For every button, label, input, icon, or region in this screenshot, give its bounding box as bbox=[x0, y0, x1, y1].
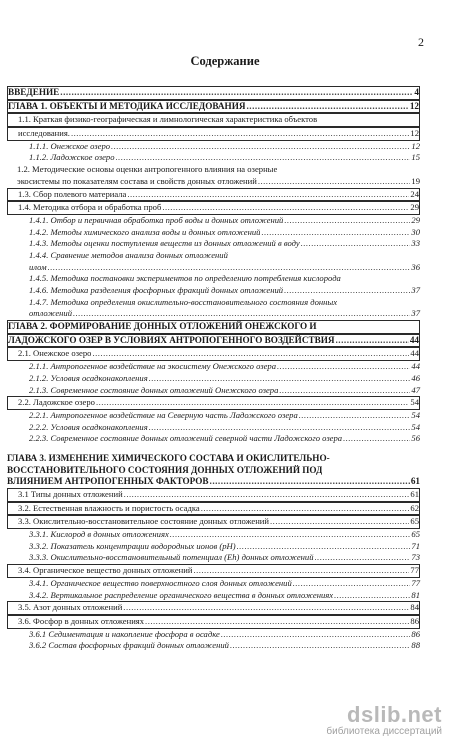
toc-entry[interactable] bbox=[7, 164, 420, 176]
toc-entry-text: ВЛИЯНИЕМ АНТРОПОГЕННЫХ ФАКТОРОВ bbox=[7, 476, 209, 487]
toc-page-number: 54 bbox=[411, 421, 420, 432]
toc-entry[interactable] bbox=[7, 215, 420, 227]
toc-page-number: 44 bbox=[409, 334, 419, 345]
toc-leader-dots bbox=[48, 262, 411, 274]
toc-entry[interactable] bbox=[7, 141, 420, 153]
toc-leader-dots bbox=[60, 87, 413, 99]
toc-entry-text: 1.4. Методика отбора и обработка проб bbox=[18, 202, 162, 213]
toc-entry[interactable] bbox=[7, 601, 420, 615]
toc-leader-dots bbox=[284, 285, 410, 297]
toc-entry[interactable] bbox=[7, 285, 420, 297]
toc-entry[interactable] bbox=[7, 373, 420, 385]
toc-page-number: 61 bbox=[410, 489, 419, 499]
toc-leader-dots bbox=[96, 397, 409, 409]
toc-entry-text: ВВЕДЕНИЕ bbox=[8, 87, 60, 97]
toc-title: Содержание bbox=[190, 54, 260, 68]
toc-page-number: 65 bbox=[410, 516, 419, 527]
toc-entry-text: 2.1.1. Антропогенное воздействие на экосистему Онежского озера bbox=[29, 361, 277, 372]
toc-entry-text: 3.3.2. Показатель концентрации водородных ионов (pH) bbox=[29, 540, 236, 551]
toc-page-number: 65 bbox=[411, 529, 420, 540]
toc-entry-text: 1.4.1. Отбор и первичная обработка проб воды и донных отложений bbox=[29, 214, 284, 225]
toc-entry[interactable] bbox=[7, 100, 420, 114]
toc-entry-text: 2.2.2. Условия осадконакопления bbox=[29, 421, 148, 432]
toc-entry-text: отложений bbox=[29, 308, 72, 319]
toc-entry-text: 3.6.2 Состав фосфорных фракций донных отложений bbox=[29, 640, 229, 651]
toc-entry-text: 3.4.2. Вертикальное распределение органического вещества в донных отложениях bbox=[29, 589, 334, 600]
toc-page-number: 81 bbox=[411, 589, 420, 600]
toc-page-number: 4 bbox=[414, 87, 419, 97]
toc-entry-text: илом bbox=[29, 261, 47, 272]
toc-page-number: 29 bbox=[411, 214, 420, 225]
toc-entry[interactable] bbox=[7, 590, 420, 602]
toc-leader-dots bbox=[336, 335, 409, 347]
toc-entry[interactable] bbox=[7, 502, 420, 516]
toc-entry[interactable] bbox=[7, 250, 420, 262]
toc-entry-text: 2.2.3. Современное состояние донных отложений северной части Ладожского озера bbox=[29, 433, 343, 444]
toc-entry-text: 3.3.1. Кислород в донных отложениях bbox=[29, 529, 169, 540]
toc-page-number: 77 bbox=[410, 565, 419, 576]
toc-leader-dots bbox=[162, 202, 409, 214]
toc-leader-dots bbox=[261, 227, 410, 239]
toc-leader-dots bbox=[258, 176, 411, 188]
toc-entry[interactable] bbox=[7, 262, 420, 274]
toc-entry[interactable] bbox=[7, 188, 420, 202]
toc-page-number: 61 bbox=[410, 476, 420, 487]
toc-entry-text: ВОССТАНОВИТЕЛЬНОГО СОСТОЯНИЯ ДОННЫХ ОТЛОЖЕНИЙ ПОД bbox=[7, 464, 323, 475]
toc-entry[interactable] bbox=[7, 476, 420, 488]
toc-entry-text: ЛАДОЖСКОГО ОЗЕР В УСЛОВИЯХ АНТРОПОГЕННОГО ВОЗДЕЙСТВИЯ bbox=[8, 334, 335, 345]
toc-entry-text: 3.5. Азот донных отложений bbox=[18, 602, 123, 613]
toc-leader-dots bbox=[71, 128, 409, 140]
watermark-tagline: библиотека диссертаций bbox=[326, 726, 442, 737]
toc-page-number: 56 bbox=[411, 433, 420, 444]
toc-entry-text: 3.6.1 Седиментация и накопление фосфора в осадке bbox=[29, 628, 220, 639]
watermark-brand: dslib.net bbox=[347, 702, 442, 727]
toc-leader-dots bbox=[124, 489, 410, 501]
toc-leader-dots bbox=[343, 433, 410, 445]
toc-leader-dots bbox=[149, 373, 411, 385]
toc-page-number: 15 bbox=[411, 152, 420, 163]
toc-leader-dots bbox=[116, 152, 411, 164]
toc-entry-text: 1.4.2. Методы химического анализа воды и донных отложений bbox=[29, 226, 261, 237]
toc-entry[interactable] bbox=[7, 422, 420, 434]
toc-page-number: 54 bbox=[411, 409, 420, 420]
toc-entry[interactable] bbox=[7, 578, 420, 590]
toc-entry-text: 1.2. Методические основы оценки антропогенного влияния на озерные bbox=[17, 164, 278, 175]
toc-page-number: 37 bbox=[411, 285, 420, 295]
toc-entry[interactable] bbox=[7, 385, 420, 397]
toc-page-number: 46 bbox=[411, 372, 420, 383]
table-of-contents bbox=[7, 86, 420, 652]
toc-page-number: 71 bbox=[411, 540, 420, 551]
toc-leader-dots bbox=[277, 361, 410, 373]
toc-page-number: 12 bbox=[411, 140, 420, 151]
toc-entry-text: 3.6. Фосфор в донных отложениях bbox=[18, 615, 145, 626]
toc-leader-dots bbox=[315, 552, 411, 564]
toc-leader-dots bbox=[279, 385, 410, 397]
toc-page-number: 33 bbox=[411, 238, 420, 249]
toc-entry[interactable] bbox=[7, 361, 420, 373]
toc-entry[interactable] bbox=[7, 320, 420, 334]
toc-entry-text: 3.4.1. Органическое вещество поверхностного слоя донных отложений bbox=[29, 577, 292, 588]
toc-entry-text: 2.2.1. Антропогенное воздействие на Северную часть Ладожского озера bbox=[29, 409, 298, 420]
toc-page-number: 54 bbox=[410, 397, 419, 408]
toc-entry-text: 1.4.3. Методы оценки поступления веществ из донных отложений в воду bbox=[29, 238, 300, 249]
toc-entry[interactable] bbox=[7, 113, 420, 127]
toc-page-number: 36 bbox=[411, 261, 420, 272]
toc-page-number: 29 bbox=[410, 202, 419, 213]
toc-page-number: 12 bbox=[409, 100, 419, 111]
toc-page-number: 84 bbox=[410, 602, 419, 613]
toc-entry[interactable] bbox=[7, 152, 420, 164]
toc-entry[interactable] bbox=[7, 308, 420, 320]
toc-entry[interactable] bbox=[7, 410, 420, 422]
toc-entry[interactable] bbox=[7, 629, 420, 641]
toc-leader-dots bbox=[73, 308, 410, 320]
toc-entry-text: 2.2. Ладожское озеро bbox=[18, 397, 95, 408]
toc-leader-dots bbox=[301, 238, 411, 250]
toc-page-number: 73 bbox=[411, 552, 420, 563]
toc-entry[interactable] bbox=[7, 433, 420, 445]
toc-entry[interactable] bbox=[7, 541, 420, 553]
toc-entry-text: исследования. bbox=[18, 128, 70, 139]
toc-leader-dots bbox=[237, 541, 411, 553]
toc-page-number: 62 bbox=[410, 502, 419, 513]
toc-entry-text: 2.1.3. Современное состояние донных отложений Онежского озера bbox=[29, 384, 279, 395]
toc-entry-text: 1.4.7. Методика определения окислительно-восстановительного состояния донных bbox=[29, 296, 338, 307]
toc-entry-text: ГЛАВА 1. ОБЪЕКТЫ И МЕТОДИКА ИССЛЕДОВАНИЯ bbox=[8, 100, 246, 111]
toc-entry-text: 1.4.5. Методика постановки экспериментов по определению потребления кислорода bbox=[29, 273, 341, 284]
toc-entry[interactable] bbox=[7, 640, 420, 652]
toc-leader-dots bbox=[334, 590, 410, 602]
toc-page-number: 77 bbox=[411, 577, 420, 588]
toc-entry[interactable] bbox=[7, 615, 420, 629]
toc-entry-text: 3.3. Окислительно-восстановительное состояние донных отложений bbox=[18, 516, 270, 527]
toc-leader-dots bbox=[111, 141, 410, 153]
toc-entry-text: 2.1.2. Условия осадконакопления bbox=[29, 372, 148, 383]
toc-leader-dots bbox=[270, 516, 409, 528]
toc-entry[interactable] bbox=[7, 297, 420, 309]
toc-entry[interactable] bbox=[7, 227, 420, 239]
toc-entry[interactable] bbox=[7, 529, 420, 541]
toc-entry-text: 1.1. Краткая физико-географическая и лимнологическая характеристика объектов bbox=[18, 114, 318, 125]
toc-leader-dots bbox=[145, 616, 409, 628]
toc-entry[interactable] bbox=[7, 273, 420, 285]
toc-entry[interactable] bbox=[7, 127, 420, 141]
toc-page-number: 44 bbox=[410, 348, 419, 359]
toc-entry[interactable] bbox=[7, 453, 420, 465]
toc-entry-text: 3.2. Естественная влажность и пористость осадка bbox=[18, 502, 200, 513]
toc-entry-text: ГЛАВА 3. ИЗМЕНЕНИЕ ХИМИЧЕСКОГО СОСТАВА И ОКИСЛИТЕЛЬНО- bbox=[7, 452, 330, 463]
page-number: 2 bbox=[418, 35, 424, 49]
toc-entry[interactable] bbox=[7, 347, 420, 361]
toc-leader-dots bbox=[127, 189, 409, 201]
toc-entry[interactable] bbox=[7, 238, 420, 250]
toc-entry[interactable] bbox=[7, 334, 420, 348]
toc-leader-dots bbox=[210, 476, 410, 488]
toc-entry-text: 3.3.3. Окислительно-восстановительный потенциал (Eh) донных отложений bbox=[29, 552, 314, 563]
toc-leader-dots bbox=[170, 529, 411, 541]
toc-leader-dots bbox=[293, 578, 411, 590]
toc-entry-text: 3.1 Типы донных отложений bbox=[18, 489, 123, 499]
toc-entry[interactable] bbox=[7, 488, 420, 502]
toc-leader-dots bbox=[123, 602, 409, 614]
toc-entry-text: 1.1.1. Онежское озеро bbox=[29, 140, 111, 151]
toc-entry[interactable] bbox=[7, 176, 420, 188]
toc-page-number: 88 bbox=[411, 640, 420, 651]
toc-entry-text: 1.4.6. Методика разделения фосфорных фракций донных отложений bbox=[29, 285, 284, 295]
toc-leader-dots bbox=[201, 503, 410, 515]
toc-leader-dots bbox=[246, 101, 408, 113]
toc-entry[interactable] bbox=[7, 552, 420, 564]
toc-entry-text: 3.4. Органическое вещество донных отложений bbox=[18, 565, 193, 576]
watermark-logo bbox=[326, 702, 442, 737]
toc-entry-text: ГЛАВА 2. ФОРМИРОВАНИЕ ДОННЫХ ОТЛОЖЕНИЙ ОНЕЖСКОГО И bbox=[8, 321, 317, 332]
toc-leader-dots bbox=[92, 348, 409, 360]
toc-entry-text: 1.3. Сбор полевого материала bbox=[18, 188, 127, 199]
toc-entry[interactable] bbox=[7, 201, 420, 215]
toc-entry[interactable] bbox=[7, 86, 420, 100]
toc-page-number: 30 bbox=[411, 226, 420, 237]
toc-entry[interactable] bbox=[7, 564, 420, 578]
toc-page-number: 12 bbox=[410, 128, 419, 139]
toc-page-number: 47 bbox=[411, 384, 420, 395]
toc-page-number: 44 bbox=[411, 361, 420, 372]
toc-entry[interactable] bbox=[7, 396, 420, 410]
toc-page-number: 86 bbox=[411, 628, 420, 639]
toc-entry-text: экосистемы по показателям состава и свойств донных отложений bbox=[17, 175, 257, 186]
toc-entry[interactable] bbox=[7, 465, 420, 477]
toc-leader-dots bbox=[221, 629, 411, 641]
toc-leader-dots bbox=[299, 410, 411, 422]
toc-leader-dots bbox=[149, 422, 411, 434]
toc-leader-dots bbox=[284, 215, 410, 227]
toc-page-number: 37 bbox=[411, 308, 420, 319]
toc-leader-dots bbox=[230, 640, 410, 652]
toc-entry-text: 1.4.4. Сравнение методов анализа донных отложений bbox=[29, 249, 228, 260]
toc-leader-dots bbox=[193, 565, 409, 577]
toc-page-number: 19 bbox=[411, 175, 420, 186]
toc-page-number: 86 bbox=[410, 615, 419, 626]
toc-entry-text: 2.1. Онежское озеро bbox=[18, 348, 92, 359]
toc-entry-text: 1.1.2. Ладожское озеро bbox=[29, 152, 115, 163]
toc-entry[interactable] bbox=[7, 515, 420, 529]
toc-page-number: 24 bbox=[410, 188, 419, 199]
